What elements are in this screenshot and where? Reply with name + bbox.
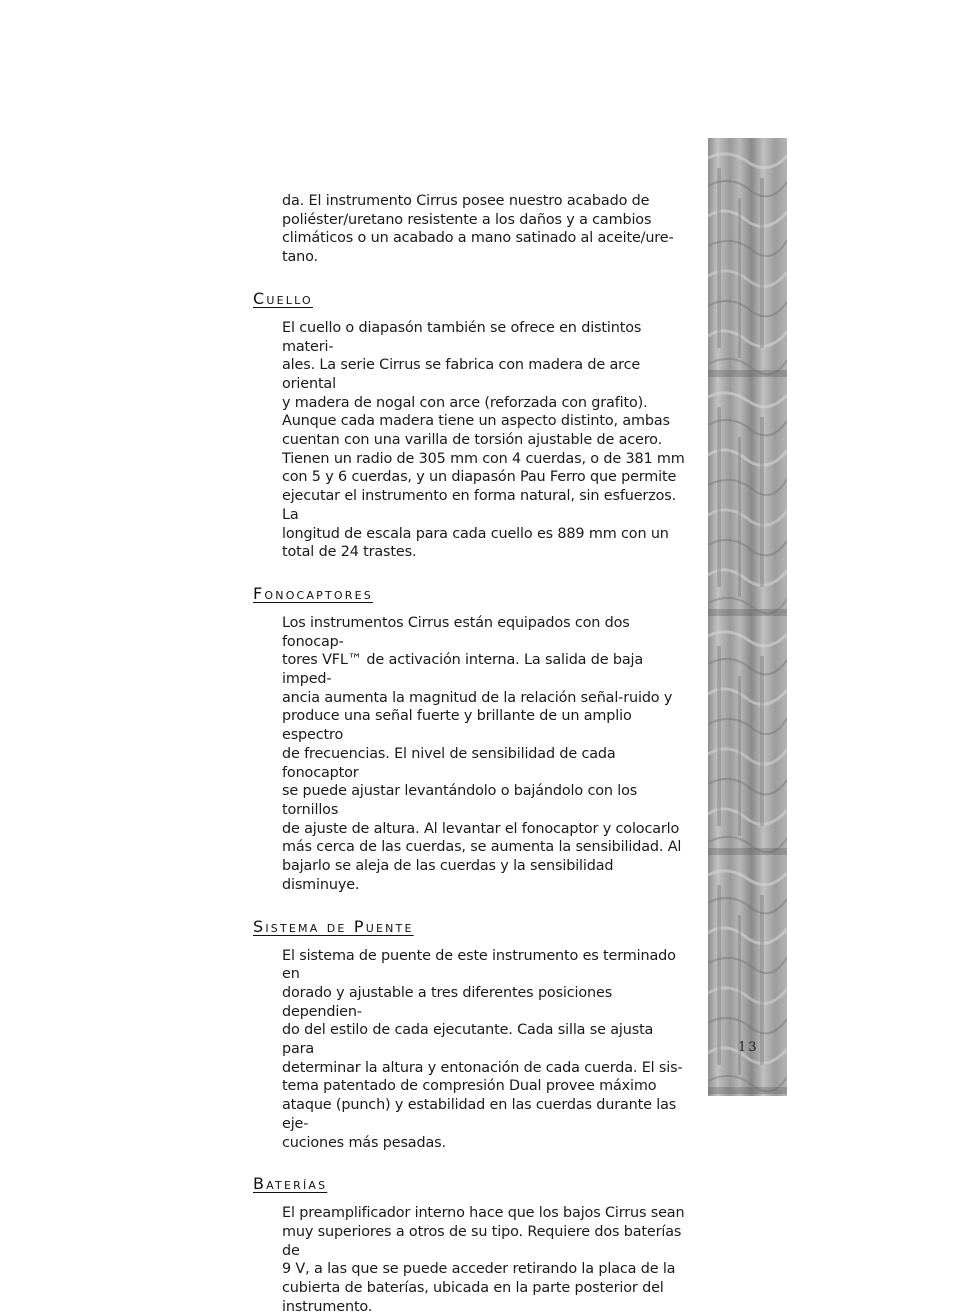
section-heading-cuello: Cuello: [253, 288, 313, 308]
section-body-baterias: El preamplificador interno hace que los bajos Cirrus sean muy superiores a otros de su tipo. Requiere dos baterías de 9 V, a las que se puede acceder retirando la placa de la cubierta de baterías, ubicada en la parte posterior del instrumento.: [282, 1205, 685, 1315]
section-body-sistema-de-puente: El sistema de puente de este instrumento es terminado en dorado y ajustable a tres diferentes posiciones dependien- do del estilo de cada ejecutante. Cada silla se ajusta para determinar la altura y entonación de cada cuerda. El sis- tema patentado de compresión Dual provee máximo ataque (punch) y estabilidad en las cuerdas durante las eje- cuciones más pesadas.: [282, 947, 683, 1151]
wood-grain-sidebar-image: [708, 138, 787, 1096]
document-body: [253, 192, 693, 1316]
page-number: 13: [738, 1040, 759, 1055]
intro-paragraph: da. El instrumento Cirrus posee nuestro acabado de poliéster/uretano resistente a los daños y a cambios climáticos o un acabado a mano satinado al aceite/ure- tano.: [282, 193, 674, 266]
section-body-cuello: El cuello o diapasón también se ofrece en distintos materi- ales. La serie Cirrus se fabrica con madera de arce oriental y madera de nogal con arce (reforzada con grafito). Aunque cada madera tiene un aspecto distinto, ambas cuentan con una varilla de torsión ajustable de acero. Tienen un radio de 305 mm con 4 cuerdas, o de 381 mm con 5 y 6 cuerdas, y un diapasón Pau Ferro que permite ejecutar el instrumento en forma natural, sin esfuerzos. La longitud de escala para cada cuello es 889 mm con un total de 24 trastes.: [282, 319, 685, 561]
section-heading-fonocaptores: Fonocaptores: [253, 583, 373, 603]
section-heading-baterias: Baterías: [253, 1174, 328, 1194]
section-heading-sistema-de-puente: Sistema de Puente: [253, 916, 414, 936]
section-body-fonocaptores: Los instrumentos Cirrus están equipados con dos fonocap- tores VFL™ de activación interna. La salida de baja imped- ancia aumenta la magnitud de la relación señal-ruido y produce una señal fuerte y brillante de un amplio espectro de frecuencias. El nivel de sensibilidad de cada fonocaptor se puede ajustar levantándolo o bajándolo con los tornillos de ajuste de altura. Al levantar el fonocaptor y colocarlo más cerca de las cuerdas, se aumenta la sensibilidad. Al bajarlo se aleja de las cuerdas y la sensibilidad disminuye.: [282, 614, 682, 893]
